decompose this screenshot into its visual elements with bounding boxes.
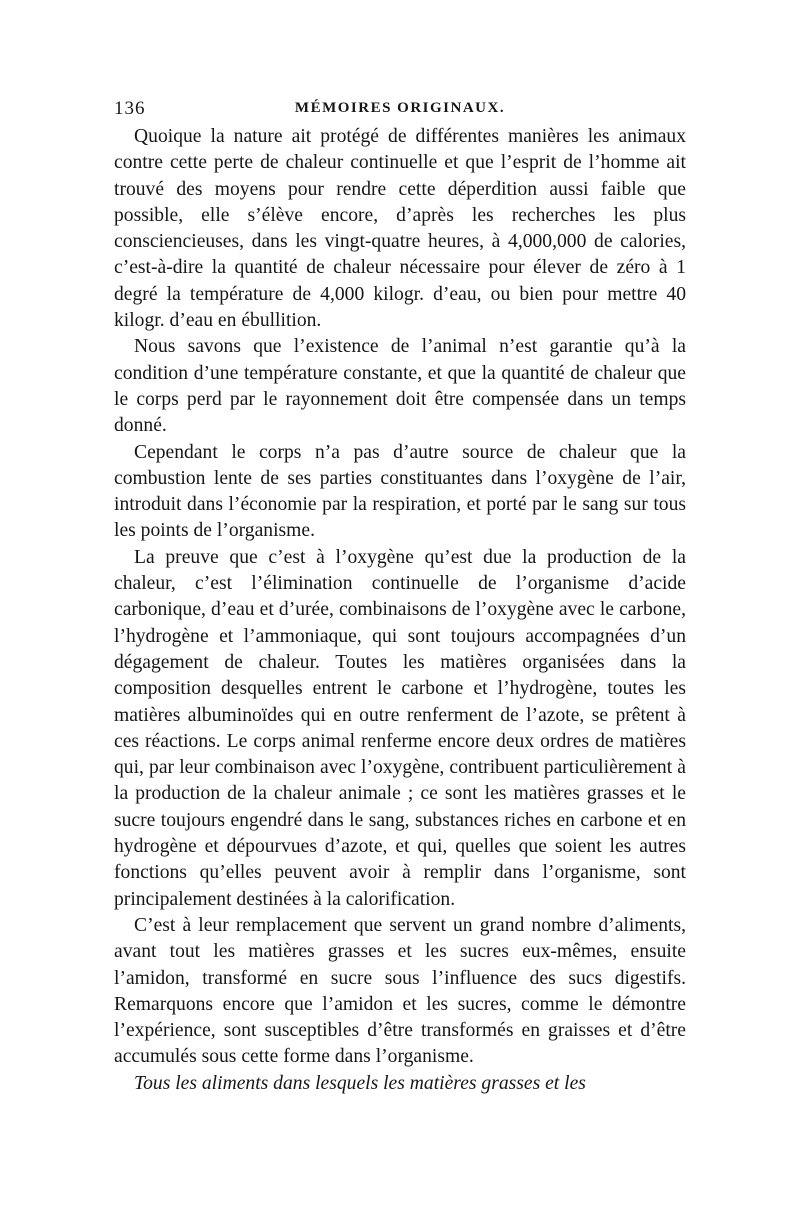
page-number: 136	[114, 98, 146, 119]
paragraph-heat-loss: Quoique la nature ait protégé de différentes manières les animaux contre cette perte de chaleur continuelle et que l’esprit de l’homme ait trouvé des moyens pour rendre cette déperdition aussi faible que possible, elle s’élève encore, d’après les recherches les plus consciencieuses, dans les vingt-quatre heures, à 4,000,000 de calories, c’est-à-dire la quantité de chaleur nécessaire pour élever de zéro à 1 degré la température de 4,000 kilogr. d’eau, ou bien pour mettre 40 kilogr. d’eau en ébullition.	[114, 126, 686, 332]
paragraph-constant-temperature: Nous savons que l’existence de l’animal n’est garantie qu’à la condition d’une température constante, et que la quantité de chaleur que le corps perd par le rayonnement doit être compensée dans un temps donné.	[114, 336, 686, 437]
running-title: MÉMOIRES ORIGINAUX.	[294, 100, 506, 116]
paragraph-combustion: Cependant le corps n’a pas d’autre source de chaleur que la combustion lente de ses parties constituantes dans l’oxygène de l’air, introduit dans l’économie par la respiration, et porté par le sang sur tous les points de l’organisme.	[114, 441, 686, 542]
body-text	[114, 124, 686, 1097]
running-head	[114, 98, 686, 120]
paragraph-aliments-italic: Tous les aliments dans lesquels les matières grasses et les	[134, 1072, 586, 1094]
book-page	[114, 98, 686, 1097]
paragraph-oxygen-proof: La preuve que c’est à l’oxygène qu’est due la production de la chaleur, c’est l’élimination continuelle de l’organisme d’acide carbonique, d’eau et d’urée, combinaisons de l’oxygène avec le carbone, l’hydrogène et l’ammoniaque, qui sont toujours accompagnées d’un dégagement de chaleur. Toutes les matières organisées dans la composition desquelles entrent le carbone et l’hydrogène, toutes les matières albuminoïdes qui en outre renferment de l’azote, se prêtent à ces réactions. Le corps animal renferme encore deux ordres de matières qui, par leur combinaison avec l’oxygène, contribuent particulièrement à la production de la chaleur animale ; ce sont les matières grasses et le sucre toujours engendré dans le sang, substances riches en carbone et en hydrogène et dépourvues d’azote, et qui, quelles que soient les autres fonctions qu’elles peuvent avoir à remplir dans l’organisme, sont principalement destinées à la calorification.	[114, 546, 686, 910]
paragraph-replacement: C’est à leur remplacement que servent un grand nombre d’aliments, avant tout les matières grasses et les sucres eux-mêmes, ensuite l’amidon, transformé en sucre sous l’influence des sucs digestifs. Remarquons encore que l’amidon et les sucres, comme le démontre l’expérience, sont susceptibles d’être transformés en graisses et d’être accumulés sous cette forme dans l’organisme.	[114, 914, 686, 1068]
